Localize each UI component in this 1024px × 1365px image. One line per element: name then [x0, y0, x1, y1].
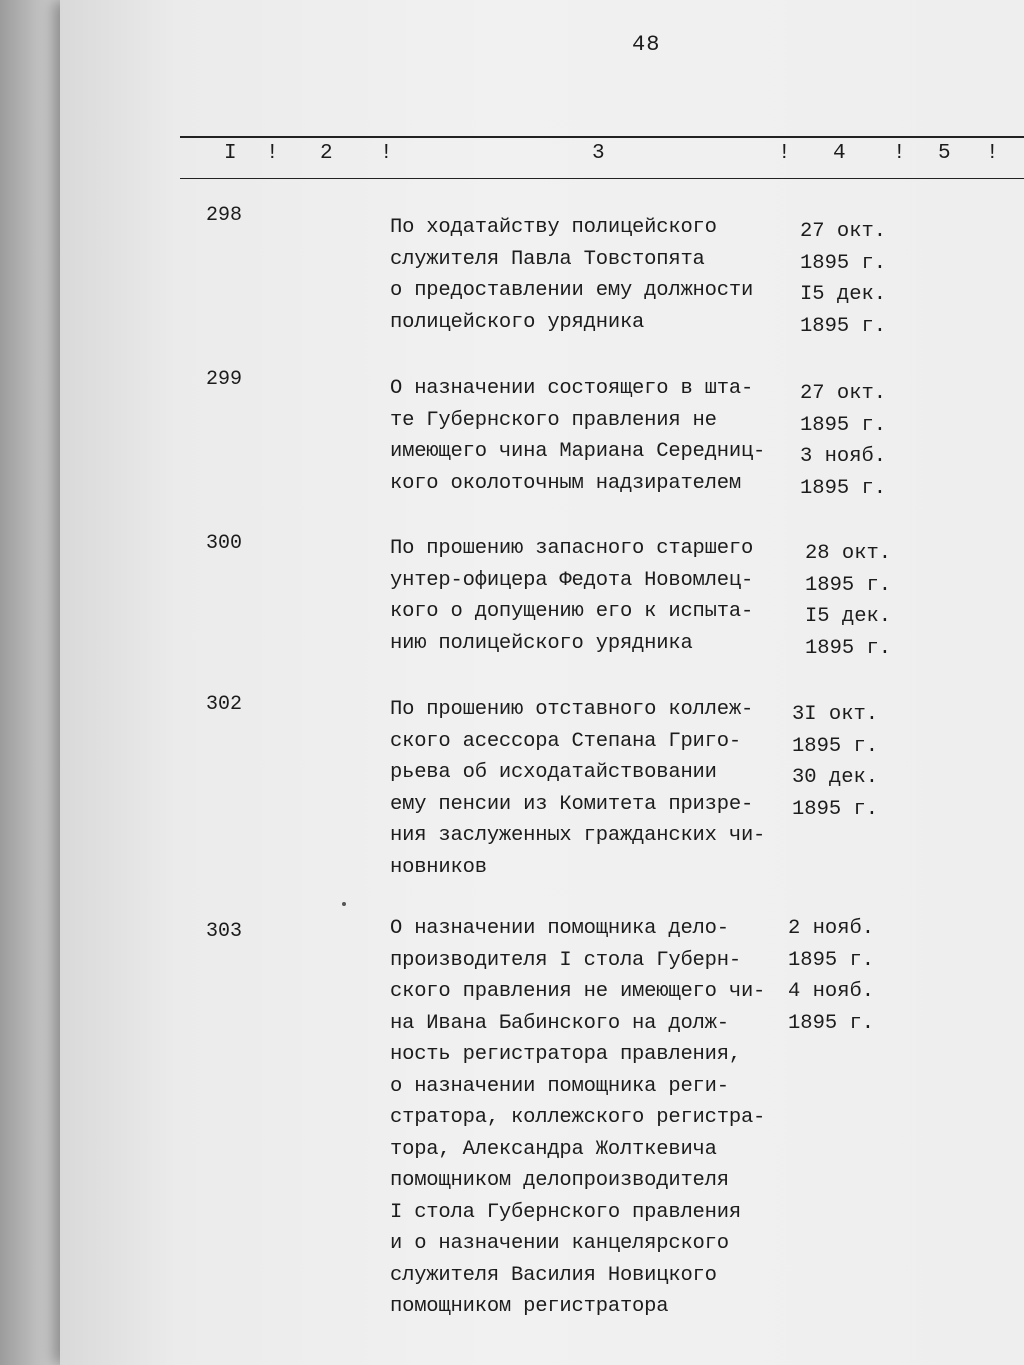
record-number: 299	[206, 368, 243, 391]
ink-speck	[342, 902, 346, 906]
record-description: По прошению запасного старшего унтер-офицера Федота Новомлец- кого о допущению его к испыта- нию полицейского урядника	[390, 537, 754, 655]
column-separator: !	[986, 142, 999, 165]
record-description: О назначении помощника дело- производителя I стола Губерн- ского правления не имеющего чи- на Ивана Бабинского на долж- ность регистратора правления, о назначении помощника реги- стратора, коллежского регистра- тора, Александра Жолткевича помощником делопроизводителя I стола Губернского правления и о назначении канцелярского служителя Василия Новицкого помощником регистратора	[390, 917, 766, 1318]
record-dates: 28 окт. 1895 г. I5 дек. 1895 г.	[805, 542, 892, 660]
record-number: 298	[206, 204, 243, 227]
column-separator: !	[380, 142, 393, 165]
column-separator: !	[893, 142, 906, 165]
record-description: О назначении состоящего в шта- те Губернского правления не имеющего чина Мариана Середниц- кого околоточным надзирателем	[390, 377, 766, 495]
record-number: 303	[206, 920, 243, 943]
record-dates: 3I окт. 1895 г. 30 дек. 1895 г.	[792, 703, 879, 821]
table-header-bottom-rule	[180, 178, 1024, 179]
table-header-top-rule	[180, 136, 1024, 138]
record-number: 302	[206, 693, 243, 716]
column-header-5: 5	[938, 142, 951, 165]
column-header-1: I	[224, 142, 237, 165]
column-header-2: 2	[320, 142, 333, 165]
column-separator: !	[266, 142, 279, 165]
record-dates: 27 окт. 1895 г. I5 дек. 1895 г.	[800, 220, 887, 338]
column-header-3: 3	[592, 142, 605, 165]
column-separator: !	[778, 142, 791, 165]
record-number: 300	[206, 532, 243, 555]
page-number: 48	[632, 32, 661, 57]
record-description: По прошению отставного коллеж- ского асессора Степана Григо- рьева об исходатайствовании ему пенсии из Комитета призре- ния заслуженных гражданских чи- новников	[390, 698, 766, 879]
record-dates: 2 нояб. 1895 г. 4 нояб. 1895 г.	[788, 917, 875, 1035]
column-header-4: 4	[833, 142, 846, 165]
record-dates: 27 окт. 1895 г. 3 нояб. 1895 г.	[800, 382, 887, 500]
record-description: По ходатайству полицейского служителя Павла Товстопята о предоставлении ему должности полицейского урядника	[390, 216, 754, 334]
